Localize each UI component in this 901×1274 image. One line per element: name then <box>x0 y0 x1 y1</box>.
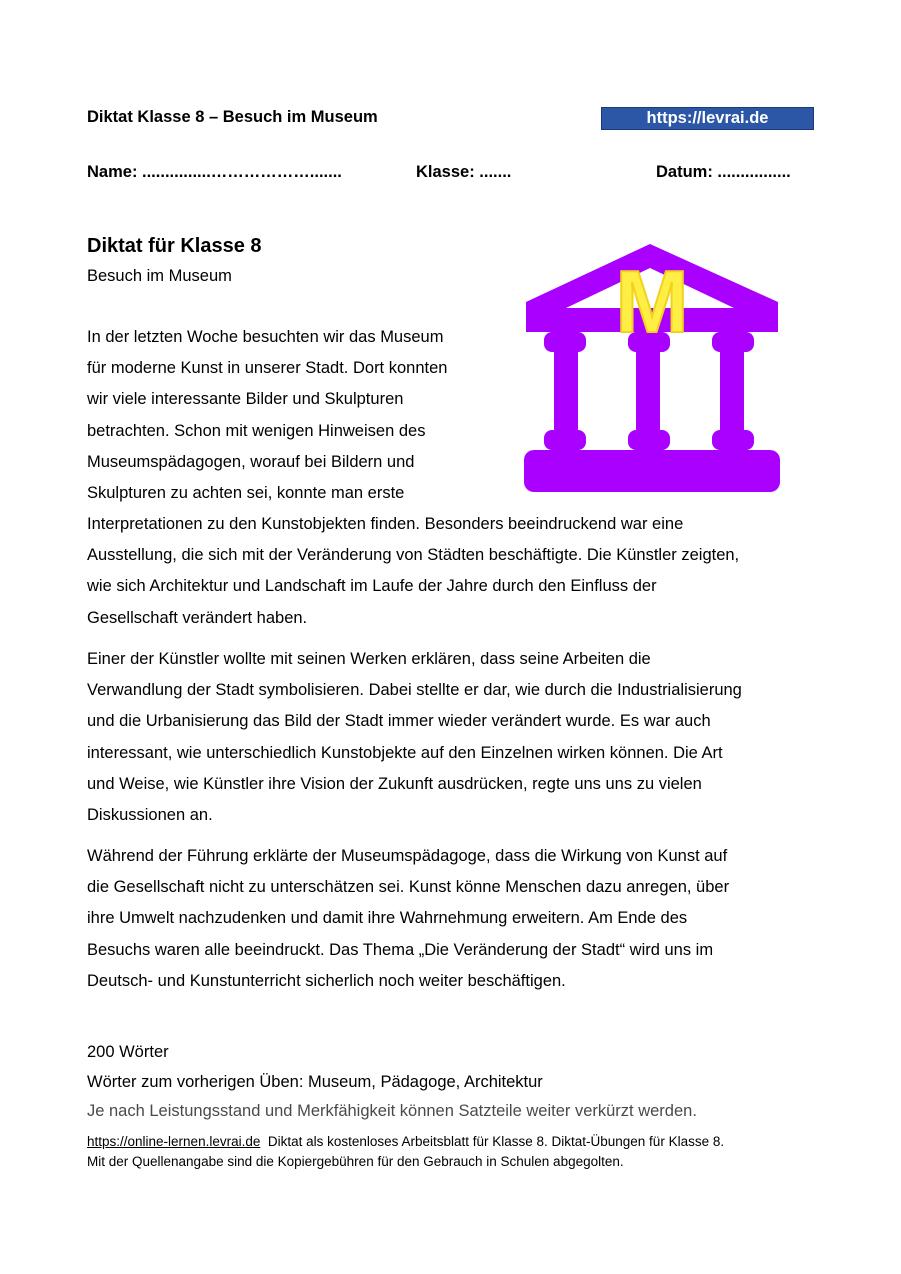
worksheet-title: Diktat Klasse 8 – Besuch im Museum <box>87 108 378 126</box>
text-line: betrachten. Schon mit wenigen Hinweisen des <box>87 421 426 440</box>
text-line: Verwandlung der Stadt symbolisieren. Dabei stellte er dar, wie durch die Industrialisierung <box>87 681 742 700</box>
text-line: für moderne Kunst in unserer Stadt. Dort konnten <box>87 359 448 378</box>
text-line: wir viele interessante Bilder und Skulpturen <box>87 390 404 409</box>
text-line: Einer der Künstler wollte mit seinen Werken erklären, dass seine Arbeiten die <box>87 650 651 668</box>
paragraph-3 <box>87 841 817 997</box>
dictation-subheading: Besuch im Museum <box>87 267 232 285</box>
difficulty-note: Je nach Leistungsstand und Merkfähigkeit können Satzteile weiter verkürzt werden. <box>87 1102 697 1120</box>
legal-notice <box>87 1132 724 1171</box>
museum-building-icon <box>520 240 784 496</box>
museum-logo-letter: M <box>615 252 689 351</box>
date-field-label: Datum: ................ <box>656 163 791 181</box>
class-field-label: Klasse: ....... <box>416 163 512 181</box>
text-line: Gesellschaft verändert haben. <box>87 608 308 627</box>
text-line: Museumspädagogen, worauf bei Bildern und <box>87 452 415 471</box>
source-link[interactable]: https://online-lernen.levrai.de <box>87 1134 261 1149</box>
text-line: und Weise, wie Künstler ihre Vision der Zukunft ausdrücken, regte uns uns zu vielen <box>87 774 702 793</box>
text-line: und die Urbanisierung das Bild der Stadt immer wieder verändert wurde. Es war auch <box>87 712 711 731</box>
text-line: wie sich Architektur und Landschaft im Laufe der Jahre durch den Einfluss der <box>87 577 657 596</box>
site-url-badge[interactable]: https://levrai.de <box>601 107 814 130</box>
word-count: 200 Wörter <box>87 1043 169 1061</box>
text-line: Besuchs waren alle beeindruckt. Das Thema „Die Veränderung der Stadt“ wird uns im <box>87 940 714 959</box>
text-line: interessant, wie unterschiedlich Kunstobjekte auf den Einzelnen wirken können. Die Art <box>87 743 723 762</box>
text-line: Interpretationen zu den Kunstobjekten finden. Besonders beeindruckend war eine <box>87 515 684 533</box>
text-line: die Gesellschaft nicht zu unterschätzen sei. Kunst könne Menschen dazu anregen, über <box>87 878 730 897</box>
text-line: Ausstellung, die sich mit der Veränderung von Städten beschäftigte. Die Künstler zeigten, <box>87 546 740 565</box>
text-line: Deutsch- und Kunstunterricht sicherlich noch weiter beschäftigen. <box>87 971 566 990</box>
text-line: Diskussionen an. <box>87 806 213 825</box>
text-line: Skulpturen zu achten sei, konnte man erste <box>87 484 405 503</box>
text-line: Während der Führung erklärte der Museumspädagoge, dass die Wirkung von Kunst auf <box>87 847 728 865</box>
dictation-heading: Diktat für Klasse 8 <box>87 235 262 257</box>
legal-text-2: Mit der Quellenangabe sind die Kopiergebühren für den Gebrauch in Schulen abgegolten. <box>87 1153 624 1169</box>
text-line: In der letzten Woche besuchten wir das Museum <box>87 328 444 346</box>
paragraph-1-wrapped <box>87 322 507 509</box>
legal-line-1 <box>87 1132 724 1152</box>
practice-words: Wörter zum vorherigen Üben: Museum, Pädagoge, Architektur <box>87 1073 543 1091</box>
paragraph-1-continued <box>87 509 817 634</box>
paragraph-2 <box>87 644 817 831</box>
text-line: ihre Umwelt nachzudenken und damit ihre Wahrnehmung erweitern. Am Ende des <box>87 909 688 928</box>
legal-text-1: Diktat als kostenloses Arbeitsblatt für Klasse 8. Diktat-Übungen für Klasse 8. <box>267 1134 725 1149</box>
name-field-label: Name: ...............………………....... <box>87 163 342 181</box>
